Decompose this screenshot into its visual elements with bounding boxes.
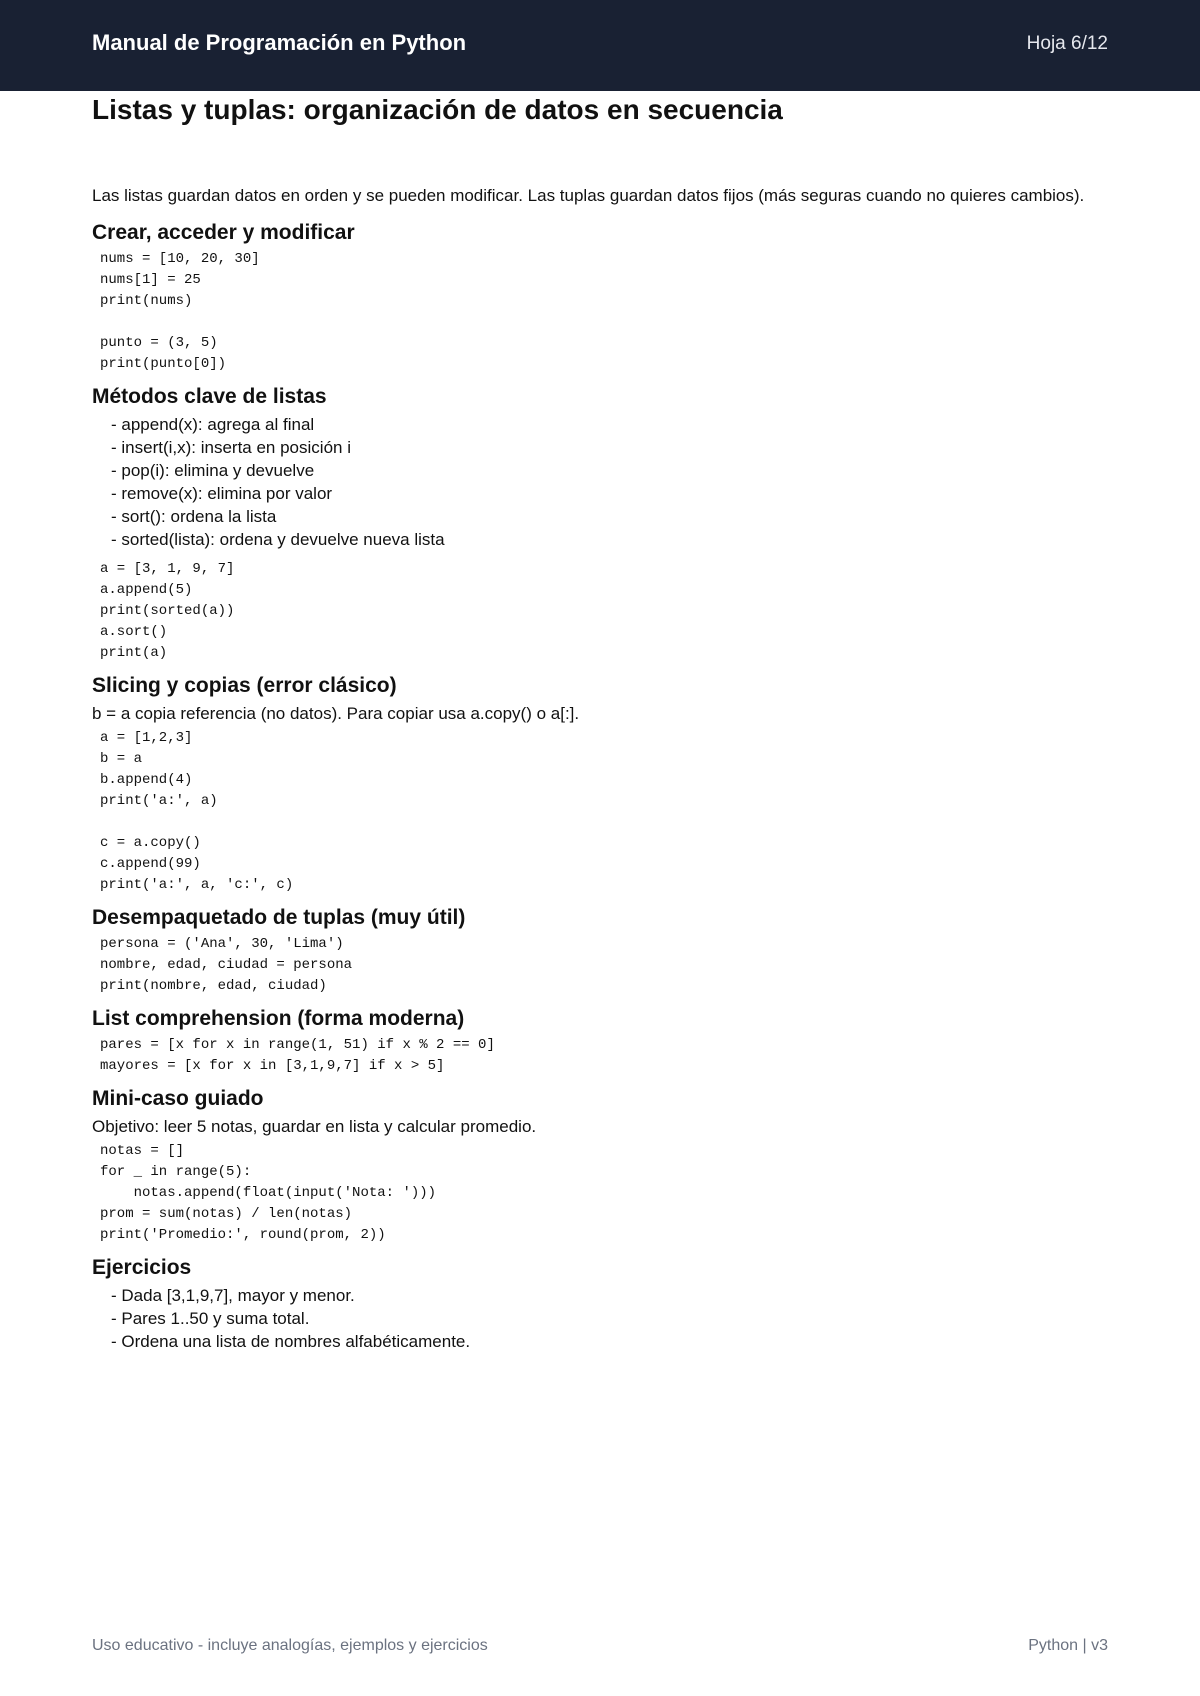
section-list-methods	[92, 383, 1108, 664]
list-item: - Pares 1..50 y suma total.	[111, 1309, 310, 1328]
code-block: persona = ('Ana', 30, 'Lima') nombre, edad, ciudad = persona print(nombre, edad, ciudad)	[100, 936, 353, 994]
section-heading: Desempaquetado de tuplas (muy útil)	[92, 906, 466, 929]
page-header	[0, 0, 1200, 91]
section-paragraph: b = a copia referencia (no datos). Para copiar usa a.copy() o a[:].	[92, 704, 580, 723]
section-paragraph: Objetivo: leer 5 notas, guardar en lista y calcular promedio.	[92, 1117, 537, 1136]
list-item: - pop(i): elimina y devuelve	[111, 461, 315, 480]
list-item: - insert(i,x): inserta en posición i	[111, 438, 351, 457]
bullet-list	[92, 1284, 1108, 1353]
section-guided-mini-case	[92, 1085, 1108, 1246]
page-title: Listas y tuplas: organización de datos en secuencia	[92, 94, 783, 125]
list-item: - sort(): ordena la lista	[111, 507, 277, 526]
section-heading: Ejercicios	[92, 1256, 192, 1279]
section-heading: List comprehension (forma moderna)	[92, 1007, 465, 1030]
section-exercises	[92, 1254, 1108, 1353]
section-heading: Crear, acceder y modificar	[92, 221, 355, 244]
section-heading: Mini-caso guiado	[92, 1087, 264, 1110]
footer-note: Uso educativo - incluye analogías, ejemplos y ejercicios	[92, 1637, 488, 1654]
list-item: - sorted(lista): ordena y devuelve nueva lista	[111, 530, 445, 549]
footer-version: Python | v3	[1028, 1637, 1108, 1654]
list-item: - remove(x): elimina por valor	[111, 484, 333, 503]
list-item: - Ordena una lista de nombres alfabéticamente.	[111, 1332, 471, 1351]
section-create-access-modify	[92, 219, 1108, 375]
code-block: notas = [] for _ in range(5): notas.append(float(input('Nota: '))) prom = sum(notas) / len(notas) print('Promedio:', round(prom, 2))	[100, 1143, 437, 1243]
list-item: - append(x): agrega al final	[111, 415, 315, 434]
code-block: a = [3, 1, 9, 7] a.append(5) print(sorted(a)) a.sort() print(a)	[100, 561, 235, 661]
section-heading: Slicing y copias (error clásico)	[92, 674, 397, 697]
page-number: Hoja 6/12	[1026, 33, 1108, 54]
section-list-comprehension	[92, 1005, 1108, 1077]
intro-paragraph: Las listas guardan datos en orden y se pueden modificar. Las tuplas guardan datos fijos (más seguras cuando no quieres cambios).	[92, 186, 1085, 205]
page-content	[92, 92, 1108, 1361]
section-heading: Métodos clave de listas	[92, 385, 327, 408]
bullet-list	[92, 413, 1108, 551]
document-title: Manual de Programación en Python	[92, 30, 467, 55]
section-tuple-unpacking	[92, 904, 1108, 997]
list-item: - Dada [3,1,9,7], mayor y menor.	[111, 1286, 355, 1305]
code-block: a = [1,2,3] b = a b.append(4) print('a:', a) c = a.copy() c.append(99) print('a:', a, 'c:', c)	[100, 730, 294, 893]
section-slicing-copies	[92, 672, 1108, 896]
code-block: pares = [x for x in range(1, 51) if x % 2 == 0] mayores = [x for x in [3,1,9,7] if x > 5]	[100, 1037, 495, 1074]
code-block: nums = [10, 20, 30] nums[1] = 25 print(nums) punto = (3, 5) print(punto[0])	[100, 251, 260, 372]
